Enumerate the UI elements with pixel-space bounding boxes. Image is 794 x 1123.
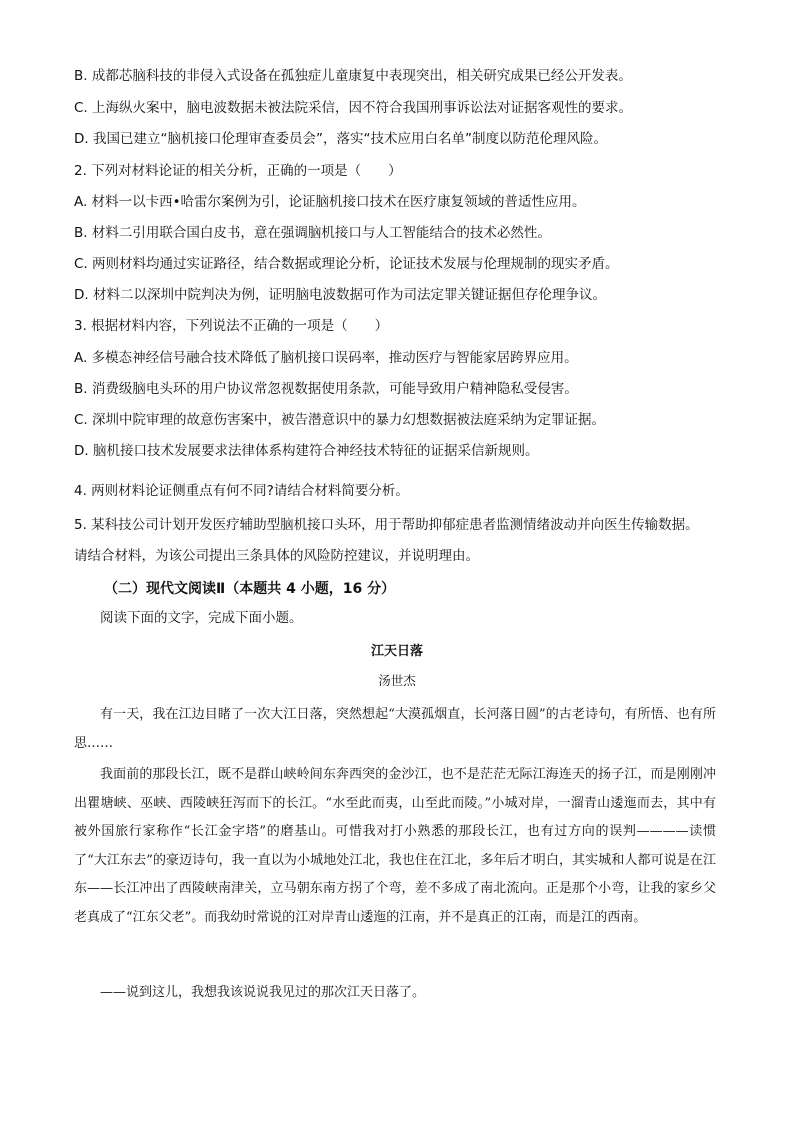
question-5-line-1: 5. 某科技公司计划开发医疗辅助型脑机接口头环，用于帮助抑郁症患者监测情绪波动并向医生传输数据。: [74, 517, 699, 533]
question-2-option-d: D. 材料二以深圳中院判决为例，证明脑电波数据可作为司法定罪关键证据但存伦理争议。: [74, 287, 606, 303]
reading-instruction: 阅读下面的文字，完成下面小题。: [100, 610, 303, 626]
passage-paragraph-2: 我面前的那段长江，既不是群山峡岭间东奔西突的金沙江，也不是茫茫无际江海连天的扬子江，而是刚刚冲出瞿塘峡、巫峡、西陵峡狂泻而下的长江。“水至此而夷，山至此而陵。”小城对岸，一溜青山逶迤而去，其中有被外国旅行家称作“长江金字塔”的磨基山。可惜我对打小熟悉的那段长江，也有过方向的误判————读惯了“大江东去”的豪迈诗句，我一直以为小城地处江北，我也住在江北，多年后才明白，其实城和人都可说是在江东——长江冲出了西陵峡南津关，立马朝东南方拐了个弯，差不多成了南北流向。正是那个小弯，让我的家乡父老真成了“江东父老”。而我幼时常说的江对岸青山逶迤的江南，并不是真正的江南，而是江的西南。: [74, 767, 716, 925]
section-heading: （二）现代文阅读Ⅱ（本题共 4 小题，16 分）: [104, 581, 396, 597]
passage-paragraph-1: 有一天，我在江边目睹了一次大江日落，突然想起“大漠孤烟直，长河落日圆”的古老诗句，有所悟、也有所思……: [74, 707, 716, 751]
question-3-stem: 3. 根据材料内容，下列说法不正确的一项是（ ）: [74, 318, 389, 334]
question-2-option-a: A. 材料一以卡西•哈雷尔案例为引，论证脑机接口技术在医疗康复领域的普适性应用。: [74, 194, 586, 210]
question-4-text-end: 论证侧重点有何不同?请结合材料简要分析。: [145, 483, 409, 499]
passage-title: 江天日落: [370, 644, 423, 659]
question-5-line-2: 请结合材料，为该公司提出三条具体的风险防控建议，并说明理由。: [74, 548, 479, 564]
passage-author: 汤世杰: [378, 673, 416, 688]
question-3-option-d: D. 脑机接口技术发展要求法律体系构建符合神经技术特征的证据采信新规则。: [74, 443, 539, 459]
question-3-option-a: A. 多模态神经信号融合技术降低了脑机接口误码率，推动医疗与智能家居跨界应用。: [74, 350, 578, 366]
question-3-option-c: C. 深圳中院审理的故意伤害案中，被告潜意识中的暴力幻想数据被法庭采纳为定罪证据。: [74, 412, 606, 428]
question-1-option-b: B. 成都芯脑科技的非侵入式设备在孤独症儿童康复中表现突出，相关研究成果已经公开发表。: [74, 68, 632, 84]
question-1-option-c: C. 上海纵火案中，脑电波数据未被法院采信，因不符合我国刑事诉讼法对证据客观性的要求。: [74, 100, 633, 116]
question-3-option-b: B. 消费级脑电头环的用户协议常忽视数据使用条款，可能导致用户精神隐私受侵害。: [74, 381, 578, 397]
question-4-text-start: 4. 两则材料: [74, 483, 146, 499]
question-2-option-c: C. 两则材料均通过实证路径，结合数据或理论分析，论证技术发展与伦理规制的现实矛盾。: [74, 256, 619, 272]
question-4: [74, 482, 409, 500]
question-2-option-b: B. 材料二引用联合国白皮书，意在强调脑机接口与人工智能结合的技术必然性。: [74, 225, 551, 241]
question-2-stem: 2. 下列对材料论证的相关分析，正确的一项是（ ）: [74, 163, 402, 179]
passage-paragraph-3: ——说到这儿，我想我该说说我见过的那次江天日落了。: [100, 985, 426, 1000]
question-1-option-d: D. 我国已建立“脑机接口伦理审查委员会”，落实“技术应用白名单”制度以防范伦理风险。: [74, 131, 607, 147]
